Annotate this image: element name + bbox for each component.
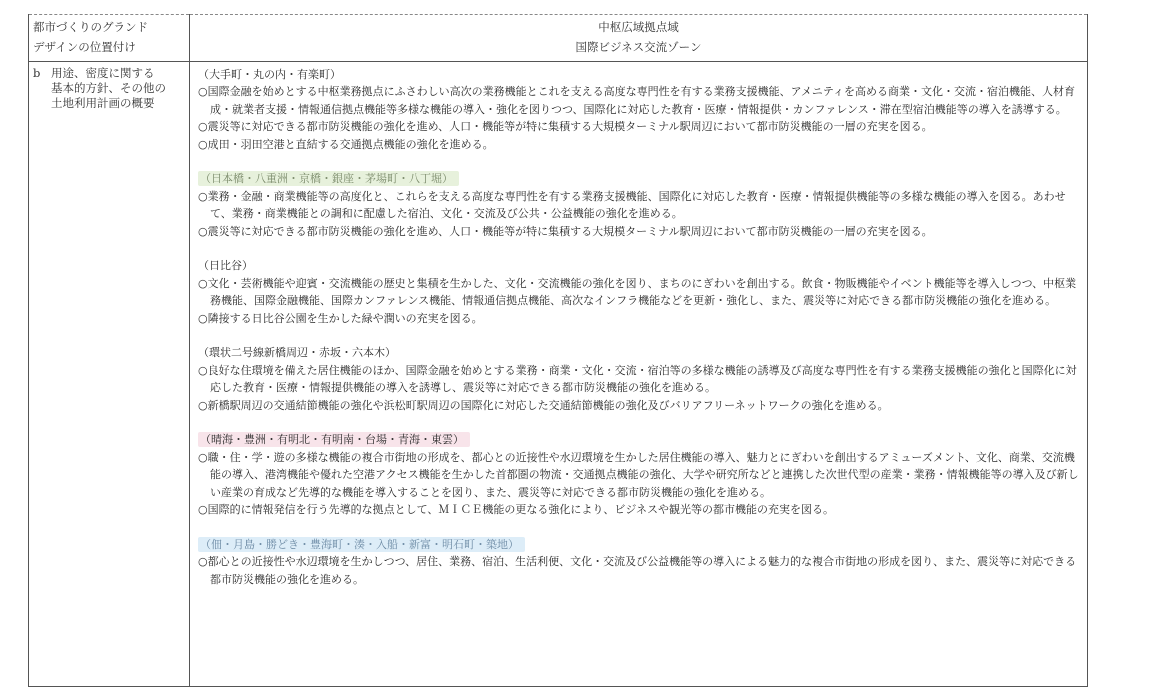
land-use-table (28, 14, 1088, 687)
list-item: ○隣接する日比谷公園を生かした緑や潤いの充実を図る。 (198, 311, 483, 325)
area-highlight-pink: （晴海・豊洲・有明北・有明南・台場・青海・東雲） (198, 432, 470, 447)
section-tsukuda (198, 536, 1079, 588)
list-item: ○国際的に情報発信を行う先導的な拠点として、ＭＩＣＥ機能の更なる強化により、ビジネスや観光等の都市機能の充実を図る。 (198, 503, 835, 517)
list-item: ○国際金融を始めとする中枢業務拠点にふさわしい高次の業務機能とこれを支える高度な専門性を有する業務支援機能、アメニティを高める商業・文化・交流・宿泊機能、人材育成・就業者支援・情報通信拠点機能等多様な機能の導入・強化を図りつつ、国際化に対応した教育・医療・情報提供・カンファレンス・滞在型宿泊機能等の導入を誘導する。 (198, 85, 1076, 116)
list-item: ○文化・芸術機能や迎賓・交流機能の歴史と集積を生かした、文化・交流機能の強化を図り、まちのにぎわいを創出する。飲食・物販機能やイベント機能等を導入しつつ、中枢業務機能、国際金融機能、国際カンファレンス機能、情報通信拠点機能、高次なインフラ機能などを更新・強化し、また、震災等に対応できる都市防災機能の強化を進める。 (198, 276, 1077, 308)
row-label-line3: 土地利用計画の概要 (51, 96, 155, 110)
area-highlight-blue: （佃・月島・勝どき・豊海町・湊・入船・新富・明石町・築地） (198, 537, 525, 552)
area-title: （環状二号線新橋周辺・赤坂・六本木） (198, 346, 396, 360)
list-item: ○新橋駅周辺の交通結節機能の強化や浜松町駅周辺の国際化に対応した交通結節機能の強化及びバリアフリーネットワークの強化を進める。 (198, 398, 889, 412)
area-title: （日比谷） (198, 259, 253, 273)
area-title (198, 170, 1079, 187)
row-content-cell (190, 62, 1088, 687)
header-right-cell (190, 15, 1088, 62)
list-item: ○都心との近接性や水辺環境を生かしつつ、居住、業務、宿泊、生活利便、文化・交流及び公益機能等の導入による魅力的な複合市街地の形成を図り、また、震災等に対応できる都市防災機能の強化を進める。 (198, 555, 1077, 586)
area-highlight-green: （日本橋・八重洲・京橋・銀座・茅場町・八丁堀） (198, 171, 459, 186)
row-label-cell (29, 62, 190, 687)
header-left-line2: デザインの位置付け (33, 40, 136, 54)
table-header-row (29, 15, 1088, 62)
header-left-line1: 都市づくりのグランド (33, 20, 148, 34)
section-nihonbashi (198, 170, 1079, 240)
list-item: ○成田・羽田空港と直結する交通拠点機能の強化を進める。 (198, 137, 494, 151)
section-shinbashi (198, 344, 1079, 414)
list-item: ○震災等に対応できる都市防災機能の強化を進め、人口・機能等が特に集積する大規模ターミナル駅周辺において都市防災機能の一層の充実を図る。 (198, 120, 933, 134)
table-body-row (29, 62, 1088, 687)
header-left-cell (29, 15, 190, 62)
area-title (198, 536, 1079, 553)
list-item: ○職・住・学・遊の多様な機能の複合市街地の形成を、都心との近接性や水辺環境を生かした居住機能の導入、魅力とにぎわいを創出するアミューズメント、文化、商業、交流機能の導入、港湾機能や優れた空港アクセス機能を生かした首都圏の物流・交通拠点機能の強化、大学や研究所などと連携した次世代型の産業・業務・情報機能等の導入及び新しい産業の育成など先導的な機能を導入することを図り、また、震災等に対応できる都市防災機能の強化を進める。 (198, 450, 1079, 499)
header-right-line2: 国際ビジネス交流ゾーン (575, 40, 702, 54)
area-title (198, 431, 1079, 448)
section-harumi (198, 431, 1079, 518)
row-label-line2: 基本的方針、その他の (51, 81, 166, 95)
section-otemachi (198, 66, 1079, 153)
row-label-prefix: b (33, 66, 41, 80)
list-item: ○業務・金融・商業機能等の高度化と、これらを支える高度な専門性を有する業務支援機能、国際化に対応した教育・医療・情報提供機能等の多様な機能の導入を図る。あわせて、業務・商業機能との調和に配慮した宿泊、文化・交流及び公共・公益機能の強化を進める。 (198, 189, 1066, 221)
row-label-line1: 用途、密度に関する (51, 66, 155, 80)
header-right-line1: 中枢広域拠点域 (598, 20, 679, 34)
section-hibiya (198, 257, 1079, 327)
list-item: ○良好な住環境を備えた居住機能のほか、国際金融を始めとする業務・商業・文化・交流・宿泊等の多様な機能の誘導及び高度な専門性を有する業務支援機能の強化と国際化に対応した教育・医療・情報提供機能の導入を誘導し、震災等に対応できる都市防災機能の強化を進める。 (198, 363, 1077, 395)
list-item: ○震災等に対応できる都市防災機能の強化を進め、人口・機能等が特に集積する大規模ターミナル駅周辺において都市防災機能の一層の充実を図る。 (198, 224, 933, 238)
area-title: （大手町・丸の内・有楽町） (198, 68, 341, 81)
